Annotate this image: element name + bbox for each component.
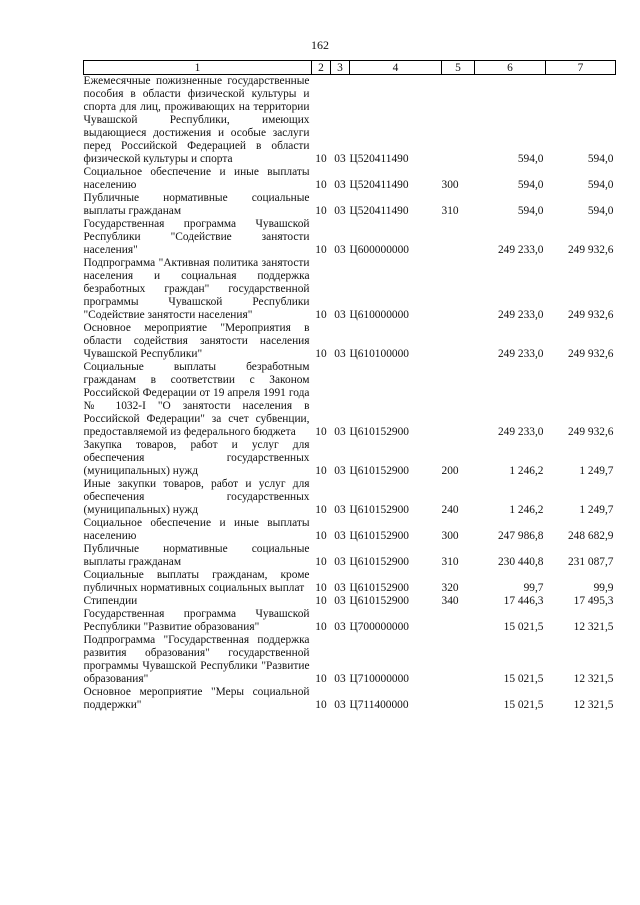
row-name: Ежемесячные пожизненные государственные пособия в области физической культуры и спорта для лиц, проживающих на территории Чувашской Республики, имеющих выдающиеся достижения и особые заслуги перед Российской Федерацией в области физической культуры и спорта	[83, 75, 310, 165]
row-subsection: 03	[334, 205, 346, 217]
row-amount-year-2: 249 932,6	[567, 348, 614, 360]
column-number-header	[84, 61, 616, 75]
row-amount-year-1: 17 446,3	[503, 595, 544, 607]
row-target-article: Ц710000000	[349, 673, 409, 685]
row-amount-year-1: 247 986,8	[497, 530, 544, 542]
row-target-article: Ц610152900	[349, 465, 409, 477]
row-subsection: 03	[334, 582, 346, 594]
row-amount-year-2: 594,0	[587, 179, 614, 191]
row-target-article: Ц610152900	[349, 556, 409, 568]
row-expense-type	[442, 257, 475, 322]
row-expense-type: 300	[441, 179, 459, 191]
table-row	[84, 192, 616, 218]
row-amount-year-2: 249 932,6	[567, 244, 614, 256]
header-col-3: 3	[331, 61, 350, 75]
row-target-article: Ц700000000	[349, 621, 409, 633]
row-target-article: Ц610152900	[349, 530, 409, 542]
row-name: Социальное обеспечение и иные выплаты населению	[83, 517, 310, 542]
table-row	[84, 517, 616, 543]
row-section: 10	[315, 179, 327, 191]
table-row	[84, 166, 616, 192]
table-row	[84, 478, 616, 517]
row-section: 10	[315, 153, 327, 165]
row-name: Стипендии	[83, 595, 138, 607]
row-expense-type: 310	[441, 205, 459, 217]
row-name: Публичные нормативные социальные выплаты гражданам	[83, 192, 310, 217]
row-amount-year-2: 99,9	[593, 582, 614, 594]
row-amount-year-2: 231 087,7	[567, 556, 614, 568]
row-amount-year-1: 249 233,0	[497, 348, 544, 360]
row-name: Социальные выплаты безработным гражданам в соответствии с Законом Российской Федерации от 19 апреля 1991 года № 1032-I "О занятости населения в Российской Федерации" за счет субвенции, предоставляемой из федерального бюджета	[83, 361, 310, 438]
row-name: Закупка товаров, работ и услуг для обеспечения государственных (муниципальных) нужд	[83, 439, 310, 477]
row-section: 10	[315, 673, 327, 685]
header-col-5: 5	[442, 61, 475, 75]
row-amount-year-1: 249 233,0	[497, 244, 544, 256]
row-subsection: 03	[334, 673, 346, 685]
row-amount-year-1: 15 021,5	[503, 699, 544, 711]
row-section: 10	[315, 205, 327, 217]
row-amount-year-2: 249 932,6	[567, 309, 614, 321]
row-subsection: 03	[334, 179, 346, 191]
table-row	[84, 322, 616, 361]
row-amount-year-2: 17 495,3	[573, 595, 614, 607]
row-section: 10	[315, 582, 327, 594]
row-amount-year-1: 249 233,0	[497, 309, 544, 321]
row-expense-type	[442, 361, 475, 439]
row-subsection: 03	[334, 153, 346, 165]
row-section: 10	[315, 465, 327, 477]
row-amount-year-1: 594,0	[517, 153, 544, 165]
row-expense-type: 300	[441, 530, 459, 542]
row-subsection: 03	[334, 309, 346, 321]
row-section: 10	[315, 426, 327, 438]
row-amount-year-2: 249 932,6	[567, 426, 614, 438]
row-name: Публичные нормативные социальные выплаты гражданам	[83, 543, 310, 568]
row-target-article: Ц600000000	[349, 244, 409, 256]
row-name: Подпрограмма "Государственная поддержка развития образования" государственной программы Чувашской Республики "Развитие образования"	[83, 634, 310, 685]
row-subsection: 03	[334, 621, 346, 633]
row-expense-type	[442, 322, 475, 361]
row-name: Государственная программа Чувашской Республики "Развитие образования"	[83, 608, 310, 633]
page-number: 162	[311, 38, 329, 52]
row-amount-year-2: 594,0	[587, 153, 614, 165]
row-name: Основное мероприятие "Меры социальной поддержки"	[83, 686, 310, 711]
row-section: 10	[315, 348, 327, 360]
row-subsection: 03	[334, 465, 346, 477]
row-amount-year-2: 1 249,7	[579, 504, 614, 516]
row-target-article: Ц610152900	[349, 426, 409, 438]
row-target-article: Ц610100000	[349, 348, 409, 360]
row-amount-year-2: 12 321,5	[573, 673, 614, 685]
row-amount-year-2: 248 682,9	[567, 530, 614, 542]
row-target-article: Ц610000000	[349, 309, 409, 321]
row-target-article: Ц610152900	[349, 582, 409, 594]
header-col-6: 6	[475, 61, 546, 75]
row-subsection: 03	[334, 556, 346, 568]
row-target-article: Ц610152900	[349, 504, 409, 516]
row-section: 10	[315, 504, 327, 516]
row-subsection: 03	[334, 530, 346, 542]
row-amount-year-1: 15 021,5	[503, 621, 544, 633]
table-row	[84, 543, 616, 569]
row-subsection: 03	[334, 348, 346, 360]
row-expense-type	[442, 75, 475, 167]
table-row	[84, 595, 616, 608]
table-row	[84, 439, 616, 478]
row-expense-type	[442, 634, 475, 686]
row-section: 10	[315, 595, 327, 607]
row-amount-year-2: 594,0	[587, 205, 614, 217]
row-target-article: Ц711400000	[349, 699, 409, 711]
row-name: Социальное обеспечение и иные выплаты населению	[83, 166, 310, 191]
row-amount-year-2: 12 321,5	[573, 699, 614, 711]
row-subsection: 03	[334, 699, 346, 711]
row-name: Социальные выплаты гражданам, кроме публичных нормативных социальных выплат	[83, 569, 310, 594]
row-target-article: Ц610152900	[349, 595, 409, 607]
header-col-7: 7	[546, 61, 616, 75]
header-col-4: 4	[350, 61, 442, 75]
table-row	[84, 608, 616, 634]
row-expense-type: 320	[441, 582, 459, 594]
row-name: Государственная программа Чувашской Республики "Содействие занятости населения"	[83, 218, 310, 256]
row-expense-type	[442, 686, 475, 712]
header-col-2: 2	[312, 61, 331, 75]
row-amount-year-1: 594,0	[517, 205, 544, 217]
row-target-article: Ц520411490	[349, 205, 409, 217]
table-row	[84, 75, 616, 167]
row-subsection: 03	[334, 426, 346, 438]
row-subsection: 03	[334, 244, 346, 256]
table-row	[84, 257, 616, 322]
row-amount-year-1: 1 246,2	[509, 465, 544, 477]
row-target-article: Ц520411490	[349, 153, 409, 165]
row-section: 10	[315, 530, 327, 542]
row-expense-type: 200	[441, 465, 459, 477]
row-name: Подпрограмма "Активная политика занятости населения и социальная поддержка безработных граждан" государственной программы Чувашской Республики "Содействие занятости населения"	[83, 257, 310, 321]
row-amount-year-1: 15 021,5	[503, 673, 544, 685]
row-amount-year-1: 594,0	[517, 179, 544, 191]
row-amount-year-1: 1 246,2	[509, 504, 544, 516]
row-section: 10	[315, 556, 327, 568]
row-amount-year-1: 230 440,8	[497, 556, 544, 568]
row-amount-year-2: 12 321,5	[573, 621, 614, 633]
row-subsection: 03	[334, 595, 346, 607]
row-name: Основное мероприятие "Мероприятия в области содействия занятости населения Чувашской Республики"	[83, 322, 310, 360]
row-expense-type: 240	[441, 504, 459, 516]
row-section: 10	[315, 699, 327, 711]
row-amount-year-1: 99,7	[523, 582, 544, 594]
row-amount-year-2: 1 249,7	[579, 465, 614, 477]
table-row	[84, 569, 616, 595]
row-name: Иные закупки товаров, работ и услуг для обеспечения государственных (муниципальных) нужд	[83, 478, 310, 516]
row-expense-type: 310	[441, 556, 459, 568]
table-row	[84, 361, 616, 439]
row-section: 10	[315, 244, 327, 256]
table-row	[84, 634, 616, 686]
row-subsection: 03	[334, 504, 346, 516]
row-target-article: Ц520411490	[349, 179, 409, 191]
budget-table	[83, 60, 616, 712]
row-expense-type	[442, 608, 475, 634]
row-amount-year-1: 249 233,0	[497, 426, 544, 438]
row-expense-type: 340	[441, 595, 459, 607]
row-expense-type	[442, 218, 475, 257]
row-section: 10	[315, 621, 327, 633]
row-section: 10	[315, 309, 327, 321]
header-col-1: 1	[84, 61, 312, 75]
table-row	[84, 686, 616, 712]
table-row	[84, 218, 616, 257]
